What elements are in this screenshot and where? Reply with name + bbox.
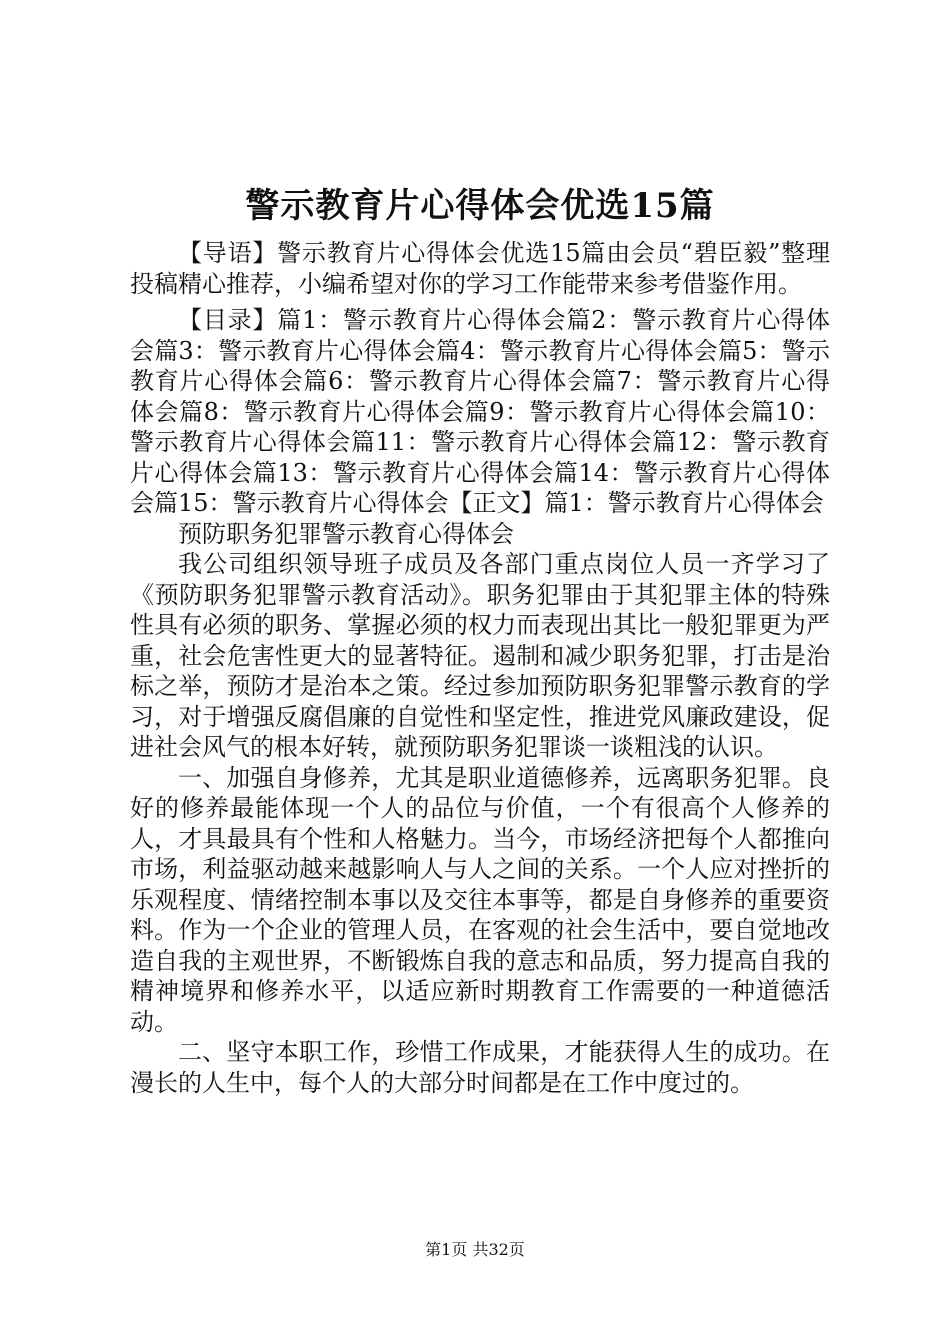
intro-paragraph: 【导语】警示教育片心得体会优选15篇由会员“碧臣毅”整理投稿精心推荐，小编希望对你的学习工作能带来参考借鉴作用。 <box>130 239 830 298</box>
section-heading: 预防职务犯罪警示教育心得体会 <box>178 519 514 548</box>
body-paragraph: 我公司组织领导班子成员及各部门重点岗位人员一齐学习了《预防职务犯罪警示教育活动》。职务犯罪由于其犯罪主体的特殊性具有必须的职务、掌握必须的权力而表现出其比一般犯罪更为严重，社会危害性更大的显著特征。遏制和减少职务犯罪，打击是治标之举，预防才是治本之策。经过参加预防职务犯罪警示教育的学习，对于增强反腐倡廉的自觉性和坚定性，推进党风廉政建设，促进社会风气的根本好转，就预防职务犯罪谈一谈粗浅的认识。 <box>130 550 830 761</box>
document-page <box>130 180 830 1098</box>
page-footer: 第1页 共32页 <box>425 1240 525 1259</box>
document-title: 警示教育片心得体会优选15篇 <box>245 186 715 226</box>
toc-paragraph: 【目录】篇1：警示教育片心得体会篇2：警示教育片心得体会篇3：警示教育片心得体会篇4：警示教育片心得体会篇5：警示教育片心得体会篇6：警示教育片心得体会篇7：警示教育片心得体会篇8：警示教育片心得体会篇9：警示教育片心得体会篇10：警示教育片心得体会篇11：警示教育片心得体会篇12：警示教育片心得体会篇13：警示教育片心得体会篇14：警示教育片心得体会篇15：警示教育片心得体会【正文】篇1：警示教育片心得体会 <box>130 306 830 517</box>
body-paragraph: 一、加强自身修养，尤其是职业道德修养，远离职务犯罪。良好的修养最能体现一个人的品位与价值，一个有很高个人修养的人，才具最具有个性和人格魅力。当今，市场经济把每个人都推向市场，利益驱动越来越影响人与人之间的关系。一个人应对挫折的乐观程度、情绪控制本事以及交往本事等，都是自身修养的重要资料。作为一个企业的管理人员，在客观的社会生活中，要自觉地改造自我的主观世界，不断锻炼自我的意志和品质，努力提高自我的精神境界和修养水平，以适应新时期教育工作需要的一种道德活动。 <box>130 763 830 1036</box>
body-paragraph: 二、坚守本职工作，珍惜工作成果，才能获得人生的成功。在漫长的人生中，每个人的大部分时间都是在工作中度过的。 <box>130 1038 830 1097</box>
